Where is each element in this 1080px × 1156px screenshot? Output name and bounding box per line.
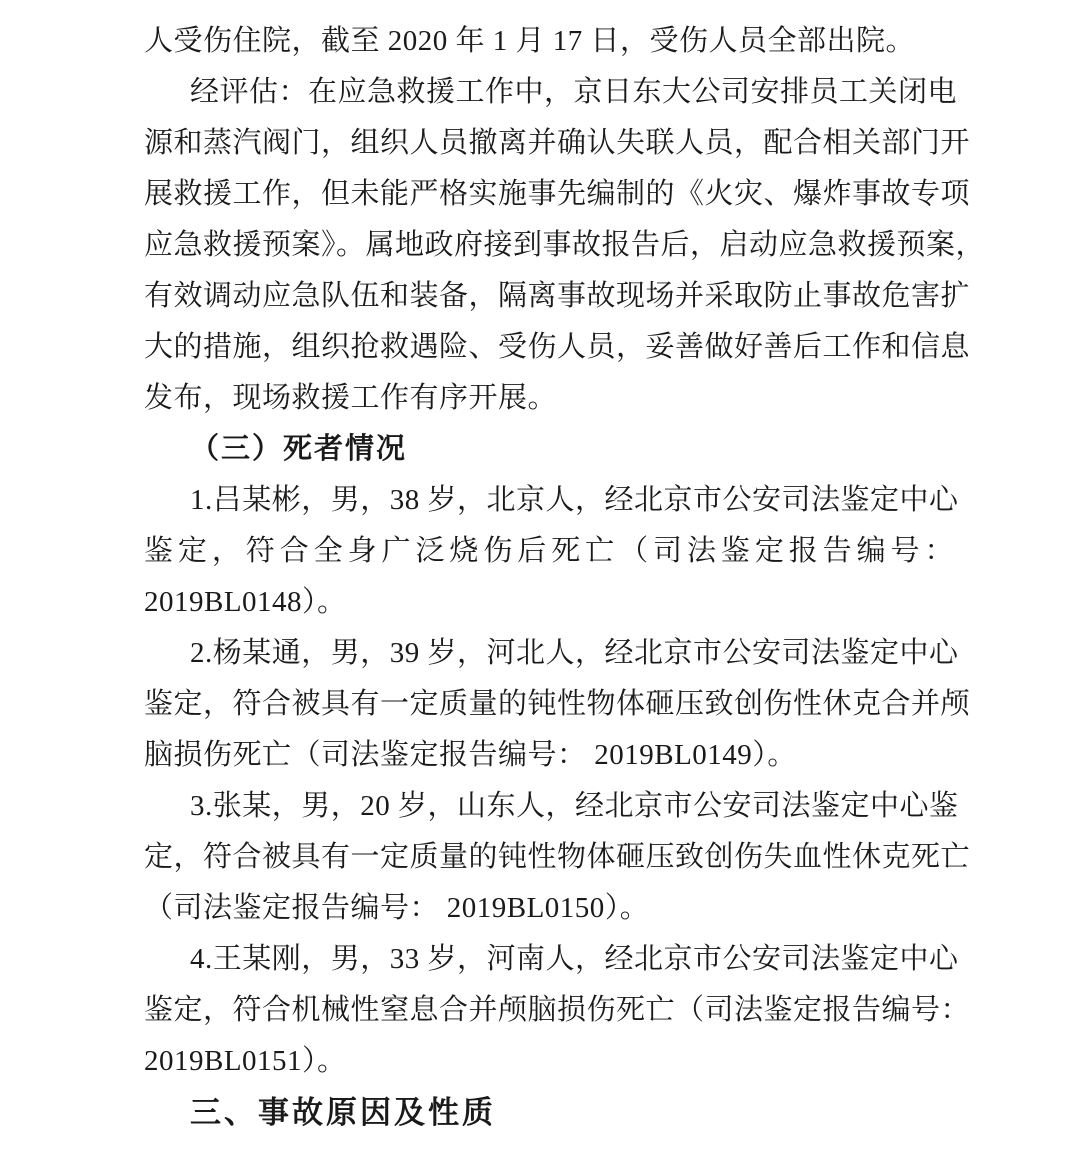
deceased-item-1-line: 1.吕某彬，男，38 岁，北京人，经北京市公安司法鉴定中心 (190, 484, 959, 516)
paragraph-line: 有效调动应急队伍和装备，隔离事故现场并采取防止事故危害扩 (144, 280, 971, 312)
deceased-item-1-line: 鉴定，符合全身广泛烧伤后死亡（司法鉴定报告编号： (144, 535, 954, 567)
deceased-item-3-line: 定，符合被具有一定质量的钝性物体砸压致创伤失血性休克死亡 (144, 841, 971, 873)
deceased-item-1-line: 2019BL0148）。 (144, 586, 347, 618)
deceased-item-2-line: 脑损伤死亡（司法鉴定报告编号： 2019BL0149）。 (144, 739, 797, 771)
deceased-item-4-line: 4.王某刚，男，33 岁，河南人，经北京市公安司法鉴定中心 (190, 943, 959, 975)
deceased-item-3-line: 3.张某，男，20 岁，山东人，经北京市公安司法鉴定中心鉴 (190, 790, 959, 822)
deceased-item-4-line: 2019BL0151）。 (144, 1045, 347, 1077)
deceased-item-3-line: （司法鉴定报告编号： 2019BL0150）。 (144, 892, 650, 924)
paragraph-line: 源和蒸汽阀门，组织人员撤离并确认失联人员，配合相关部门开 (144, 127, 971, 159)
paragraph-line: 展救援工作，但未能严格实施事先编制的《火灾、爆炸事故专项 (144, 178, 971, 210)
deceased-item-4-line: 鉴定，符合机械性窒息合并颅脑损伤死亡（司法鉴定报告编号： (144, 994, 971, 1026)
section-heading-accident-cause: 三、事故原因及性质 (190, 1095, 496, 1130)
paragraph-line: 人受伤住院，截至 2020 年 1 月 17 日，受伤人员全部出院。 (144, 25, 916, 57)
deceased-item-2-line: 2.杨某通，男，39 岁，河北人，经北京市公安司法鉴定中心 (190, 637, 959, 669)
paragraph-line: 大的措施，组织抢救遇险、受伤人员，妥善做好善后工作和信息 (144, 331, 971, 363)
deceased-item-2-line: 鉴定，符合被具有一定质量的钝性物体砸压致创伤性休克合并颅 (144, 688, 971, 720)
paragraph-line: 经评估：在应急救援工作中，京日东大公司安排员工关闭电 (190, 76, 958, 108)
subsection-heading-deceased: （三）死者情况 (190, 433, 408, 465)
paragraph-line: 应急救援预案》。属地政府接到事故报告后，启动应急救援预案， (144, 229, 986, 261)
paragraph-line: 发布，现场救援工作有序开展。 (144, 382, 558, 414)
